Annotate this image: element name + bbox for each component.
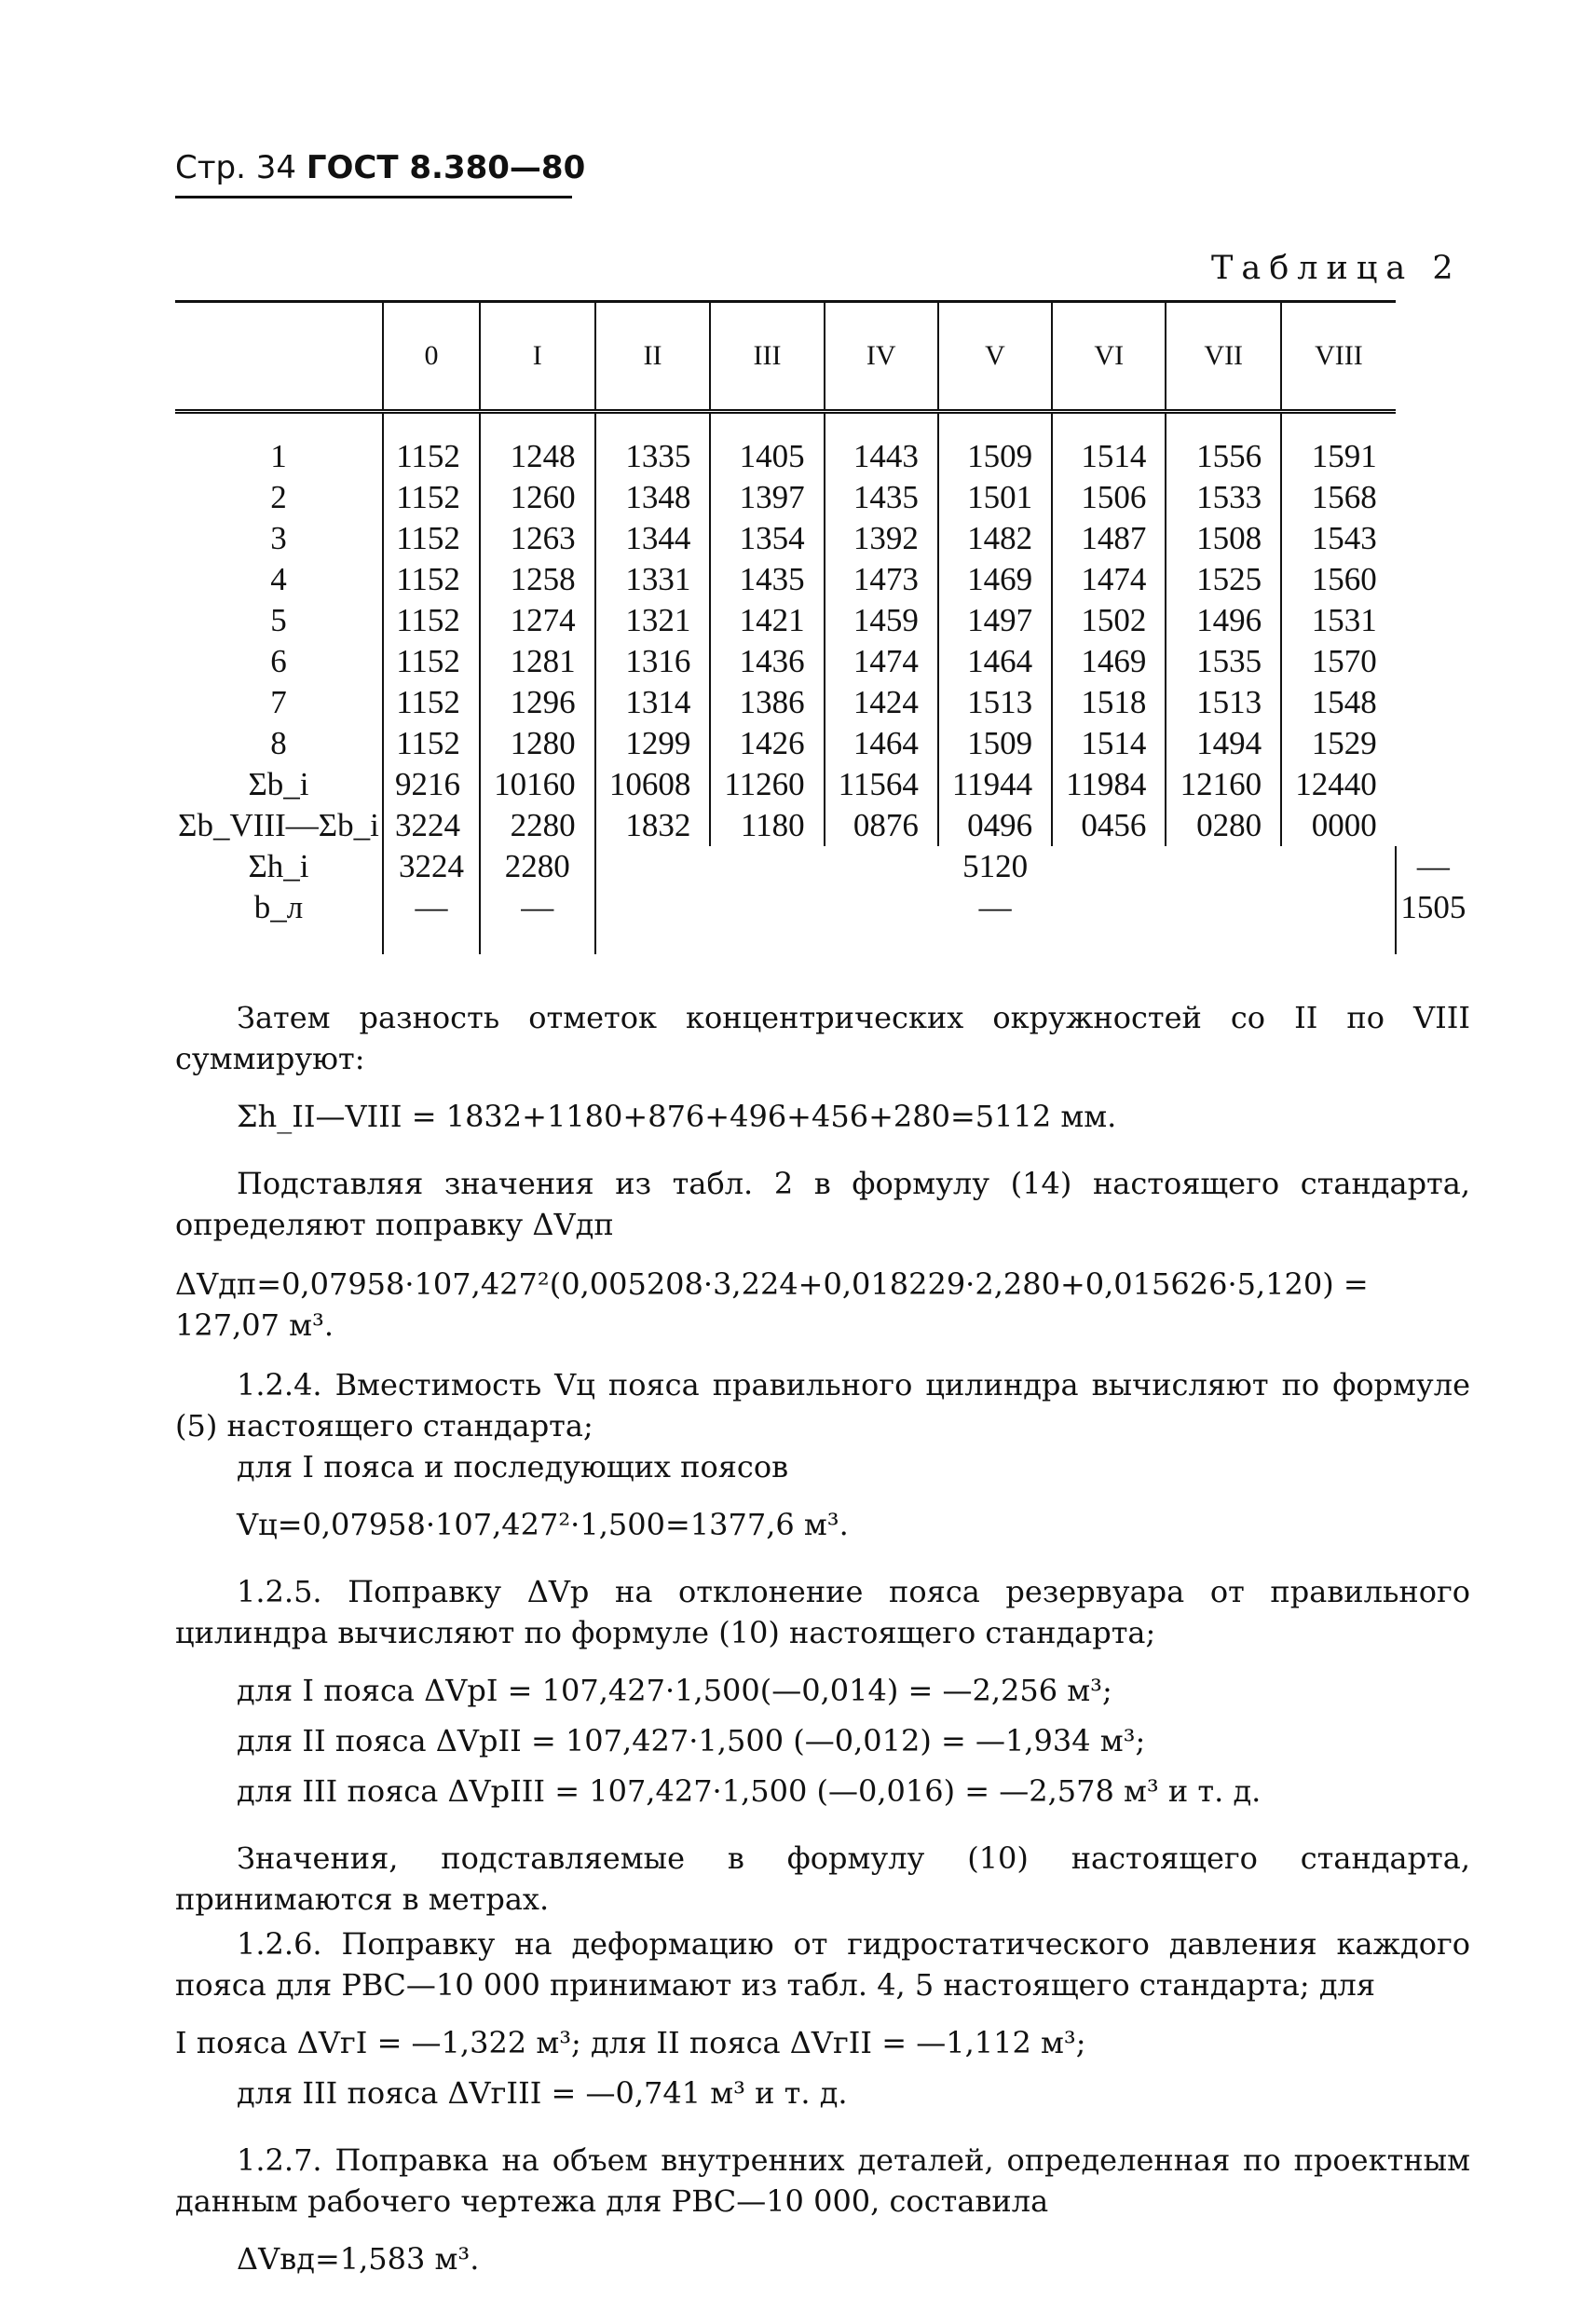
table-cell: 1386 <box>710 682 824 723</box>
table-cell: 11944 <box>938 764 1052 805</box>
table-cell: 1443 <box>825 412 938 478</box>
table-cell: 1469 <box>1052 641 1166 682</box>
paragraph: 1.2.6. Поправку на деформацию от гидростатического давления каждого пояса для РВС—10 000 принимают из табл. 4, 5 настоящего стандарта; для <box>175 1926 1470 2003</box>
table-cell: 12440 <box>1281 764 1396 805</box>
row-label: 1 <box>270 438 287 474</box>
table-cell: 1506 <box>1052 477 1166 518</box>
table-cell: 0496 <box>938 805 1052 846</box>
col-header: VI <box>1052 302 1166 412</box>
table-cell: — <box>383 887 480 954</box>
table-row-b-l <box>175 887 1470 954</box>
table-cell: 1459 <box>825 600 938 641</box>
table-row <box>175 682 1470 723</box>
table-cell: 1560 <box>1281 559 1396 600</box>
table-cell: 1258 <box>480 559 595 600</box>
table-cell: 1426 <box>710 723 824 764</box>
table-body <box>175 412 1470 847</box>
table-cell: 1321 <box>595 600 711 641</box>
table-cell: 1274 <box>480 600 595 641</box>
col-header: IV <box>825 302 938 412</box>
table-cell: 1344 <box>595 518 711 559</box>
table-cell: 9216 <box>383 764 480 805</box>
table-cell: 1501 <box>938 477 1052 518</box>
col-header: V <box>938 302 1052 412</box>
table-cell: 1392 <box>825 518 938 559</box>
col-header: VII <box>1166 302 1281 412</box>
table-cell: 1509 <box>938 412 1052 478</box>
table-cell: 1152 <box>383 641 480 682</box>
table-cell: 1299 <box>595 723 711 764</box>
table-cell: 1263 <box>480 518 595 559</box>
table-cell: 1548 <box>1281 682 1396 723</box>
table-cell: 1570 <box>1281 641 1396 682</box>
formula: Σh_II—VIII = 1832+1180+876+496+456+280=5112 мм. <box>237 1099 1117 1134</box>
table-row <box>175 518 1470 559</box>
table-cell: 1832 <box>595 805 711 846</box>
col-header: II <box>595 302 711 412</box>
col-header: I <box>480 302 595 412</box>
row-label: 6 <box>270 643 287 679</box>
col-header: VIII <box>1281 302 1396 412</box>
formula: для I пояса ΔVрI = 107,427·1,500(—0,014) = —2,256 м³; <box>237 1673 1112 1708</box>
col-header: 0 <box>383 302 480 412</box>
table-cell: 10608 <box>595 764 711 805</box>
table-cell: 1514 <box>1052 412 1166 478</box>
table-cell: 1533 <box>1166 477 1281 518</box>
table-cell: 3224 <box>383 846 480 887</box>
table-cell: 0876 <box>825 805 938 846</box>
table-cell: 1354 <box>710 518 824 559</box>
table-cell: 1397 <box>710 477 824 518</box>
table-cell: 1152 <box>383 600 480 641</box>
table-row <box>175 412 1470 478</box>
table-cell: 1314 <box>595 682 711 723</box>
paragraph: 1.2.5. Поправку ΔVр на отклонение пояса резервуара от правильного цилиндра вычисляют по формуле (10) настоящего стандарта; <box>175 1574 1470 1650</box>
row-label: Σh_i <box>248 848 309 884</box>
table-cell: 1464 <box>825 723 938 764</box>
table-cell: — <box>480 887 595 954</box>
table-row <box>175 559 1470 600</box>
table-cell: 1424 <box>825 682 938 723</box>
table-cell: 1280 <box>480 723 595 764</box>
table-cell: 1152 <box>383 412 480 478</box>
table-cell: 1509 <box>938 723 1052 764</box>
standard-code: ГОСТ 8.380—80 <box>306 149 586 186</box>
table-cell: 1464 <box>938 641 1052 682</box>
table-row <box>175 723 1470 764</box>
table-cell: 1497 <box>938 600 1052 641</box>
formula: I пояса ΔVгI = —1,322 м³; для II пояса ΔVгII = —1,112 м³; <box>175 2025 1086 2060</box>
table-cell: 1496 <box>1166 600 1281 641</box>
table-cell: 1180 <box>710 805 824 846</box>
table-cell: 1152 <box>383 518 480 559</box>
table-header-row <box>175 302 1470 412</box>
row-label: 5 <box>270 602 287 638</box>
table-cell: 1260 <box>480 477 595 518</box>
paragraph: 1.2.7. Поправка на объем внутренних деталей, определенная по проектным данным рабочего чертежа для РВС—10 000, составила <box>175 2142 1470 2219</box>
table-cell: 11984 <box>1052 764 1166 805</box>
row-label: 2 <box>270 479 287 515</box>
table-cell: 1474 <box>825 641 938 682</box>
col-header: III <box>710 302 824 412</box>
table-cell: 1331 <box>595 559 711 600</box>
table-cell: 0456 <box>1052 805 1166 846</box>
table-cell: 3224 <box>383 805 480 846</box>
table-cell: 1508 <box>1166 518 1281 559</box>
paragraph: Подставляя значения из табл. 2 в формулу (14) настоящего стандарта, определяют поправку ΔVдп <box>175 1166 1470 1242</box>
table-cell: 1568 <box>1281 477 1396 518</box>
col-header <box>175 302 383 412</box>
table-cell: 1405 <box>710 412 824 478</box>
table-cell: 1348 <box>595 477 711 518</box>
table-row <box>175 805 1470 846</box>
table-cell: 1487 <box>1052 518 1166 559</box>
table-cell-merged: 5120 <box>595 846 1396 887</box>
table-cell: 1469 <box>938 559 1052 600</box>
row-label: Σb_VIII—Σb_i <box>178 807 379 843</box>
formula: для III пояса ΔVрIII = 107,427·1,500 (—0,016) = —2,578 м³ и т. д. <box>237 1773 1262 1809</box>
table-cell: 1435 <box>710 559 824 600</box>
table-cell: 11260 <box>710 764 824 805</box>
table-row <box>175 764 1470 805</box>
formula: для III пояса ΔVгIII = —0,741 м³ и т. д. <box>237 2075 848 2111</box>
page-header <box>175 149 585 186</box>
table-cell: 0280 <box>1166 805 1281 846</box>
table-cell: 1535 <box>1166 641 1281 682</box>
table-cell: 1525 <box>1166 559 1281 600</box>
table-cell: 1248 <box>480 412 595 478</box>
table-cell: 12160 <box>1166 764 1281 805</box>
header-rule <box>175 196 572 198</box>
table-cell: 1435 <box>825 477 938 518</box>
table-cell: 1591 <box>1281 412 1396 478</box>
page-number: Стр. 34 <box>175 149 297 186</box>
paragraph: для I пояса и последующих поясов <box>237 1449 789 1484</box>
formula: Vц=0,07958·107,427²·1,500=1377,6 м³. <box>237 1507 849 1542</box>
table-row <box>175 600 1470 641</box>
table-cell: 1556 <box>1166 412 1281 478</box>
formula: для II пояса ΔVрII = 107,427·1,500 (—0,012) = —1,934 м³; <box>237 1723 1146 1758</box>
table-cell: 1316 <box>595 641 711 682</box>
table-cell: 0000 <box>1281 805 1396 846</box>
table-cell: 1152 <box>383 682 480 723</box>
table-cell: 1502 <box>1052 600 1166 641</box>
table-cell: 1421 <box>710 600 824 641</box>
table-cell: 1529 <box>1281 723 1396 764</box>
row-label: 7 <box>270 684 287 720</box>
row-label: 3 <box>270 520 287 556</box>
table-cell: 1473 <box>825 559 938 600</box>
table-cell: 1281 <box>480 641 595 682</box>
table-row <box>175 477 1470 518</box>
table-cell: 1152 <box>383 559 480 600</box>
table-cell: 1518 <box>1052 682 1166 723</box>
row-label: b_л <box>253 889 304 925</box>
table-cell: 11564 <box>825 764 938 805</box>
row-label: Σb_i <box>248 766 309 802</box>
table-cell: 1152 <box>383 477 480 518</box>
table-cell: 1505 <box>1396 887 1470 954</box>
table-cell: 1436 <box>710 641 824 682</box>
paragraph: Значения, подставляемые в формулу (10) настоящего стандарта, принимаются в метрах. <box>175 1840 1470 1917</box>
table-row-sum-h <box>175 846 1470 887</box>
table-cell: 1494 <box>1166 723 1281 764</box>
table-cell: 10160 <box>480 764 595 805</box>
table-cell: 1531 <box>1281 600 1396 641</box>
table-cell: 1514 <box>1052 723 1166 764</box>
body-text <box>175 997 1470 2279</box>
table-cell: 1543 <box>1281 518 1396 559</box>
table-cell: 2280 <box>480 846 595 887</box>
table-cell: 1474 <box>1052 559 1166 600</box>
row-label: 8 <box>270 725 287 761</box>
formula: ΔVдп=0,07958·107,427²(0,005208·3,224+0,018229·2,280+0,015626·5,120) = 127,07 м³. <box>175 1266 1369 1343</box>
table-cell: 1296 <box>480 682 595 723</box>
table-cell: — <box>1396 846 1470 887</box>
data-table <box>175 300 1470 954</box>
table-cell: 1482 <box>938 518 1052 559</box>
table-caption: Таблица 2 <box>1211 250 1462 287</box>
table-cell: 2280 <box>480 805 595 846</box>
table-cell: 1513 <box>938 682 1052 723</box>
paragraph: Затем разность отметок концентрических окружностей со II по VIII суммируют: <box>175 1000 1470 1076</box>
row-label: 4 <box>270 561 287 597</box>
table-row <box>175 641 1470 682</box>
table-cell: 1335 <box>595 412 711 478</box>
table-cell-merged: — <box>595 887 1396 954</box>
table-cell: 1513 <box>1166 682 1281 723</box>
formula: ΔVвд=1,583 м³. <box>237 2241 480 2277</box>
paragraph: 1.2.4. Вместимость Vц пояса правильного цилиндра вычисляют по формуле (5) настоящего стандарта; <box>175 1367 1470 1443</box>
table-cell: 1152 <box>383 723 480 764</box>
